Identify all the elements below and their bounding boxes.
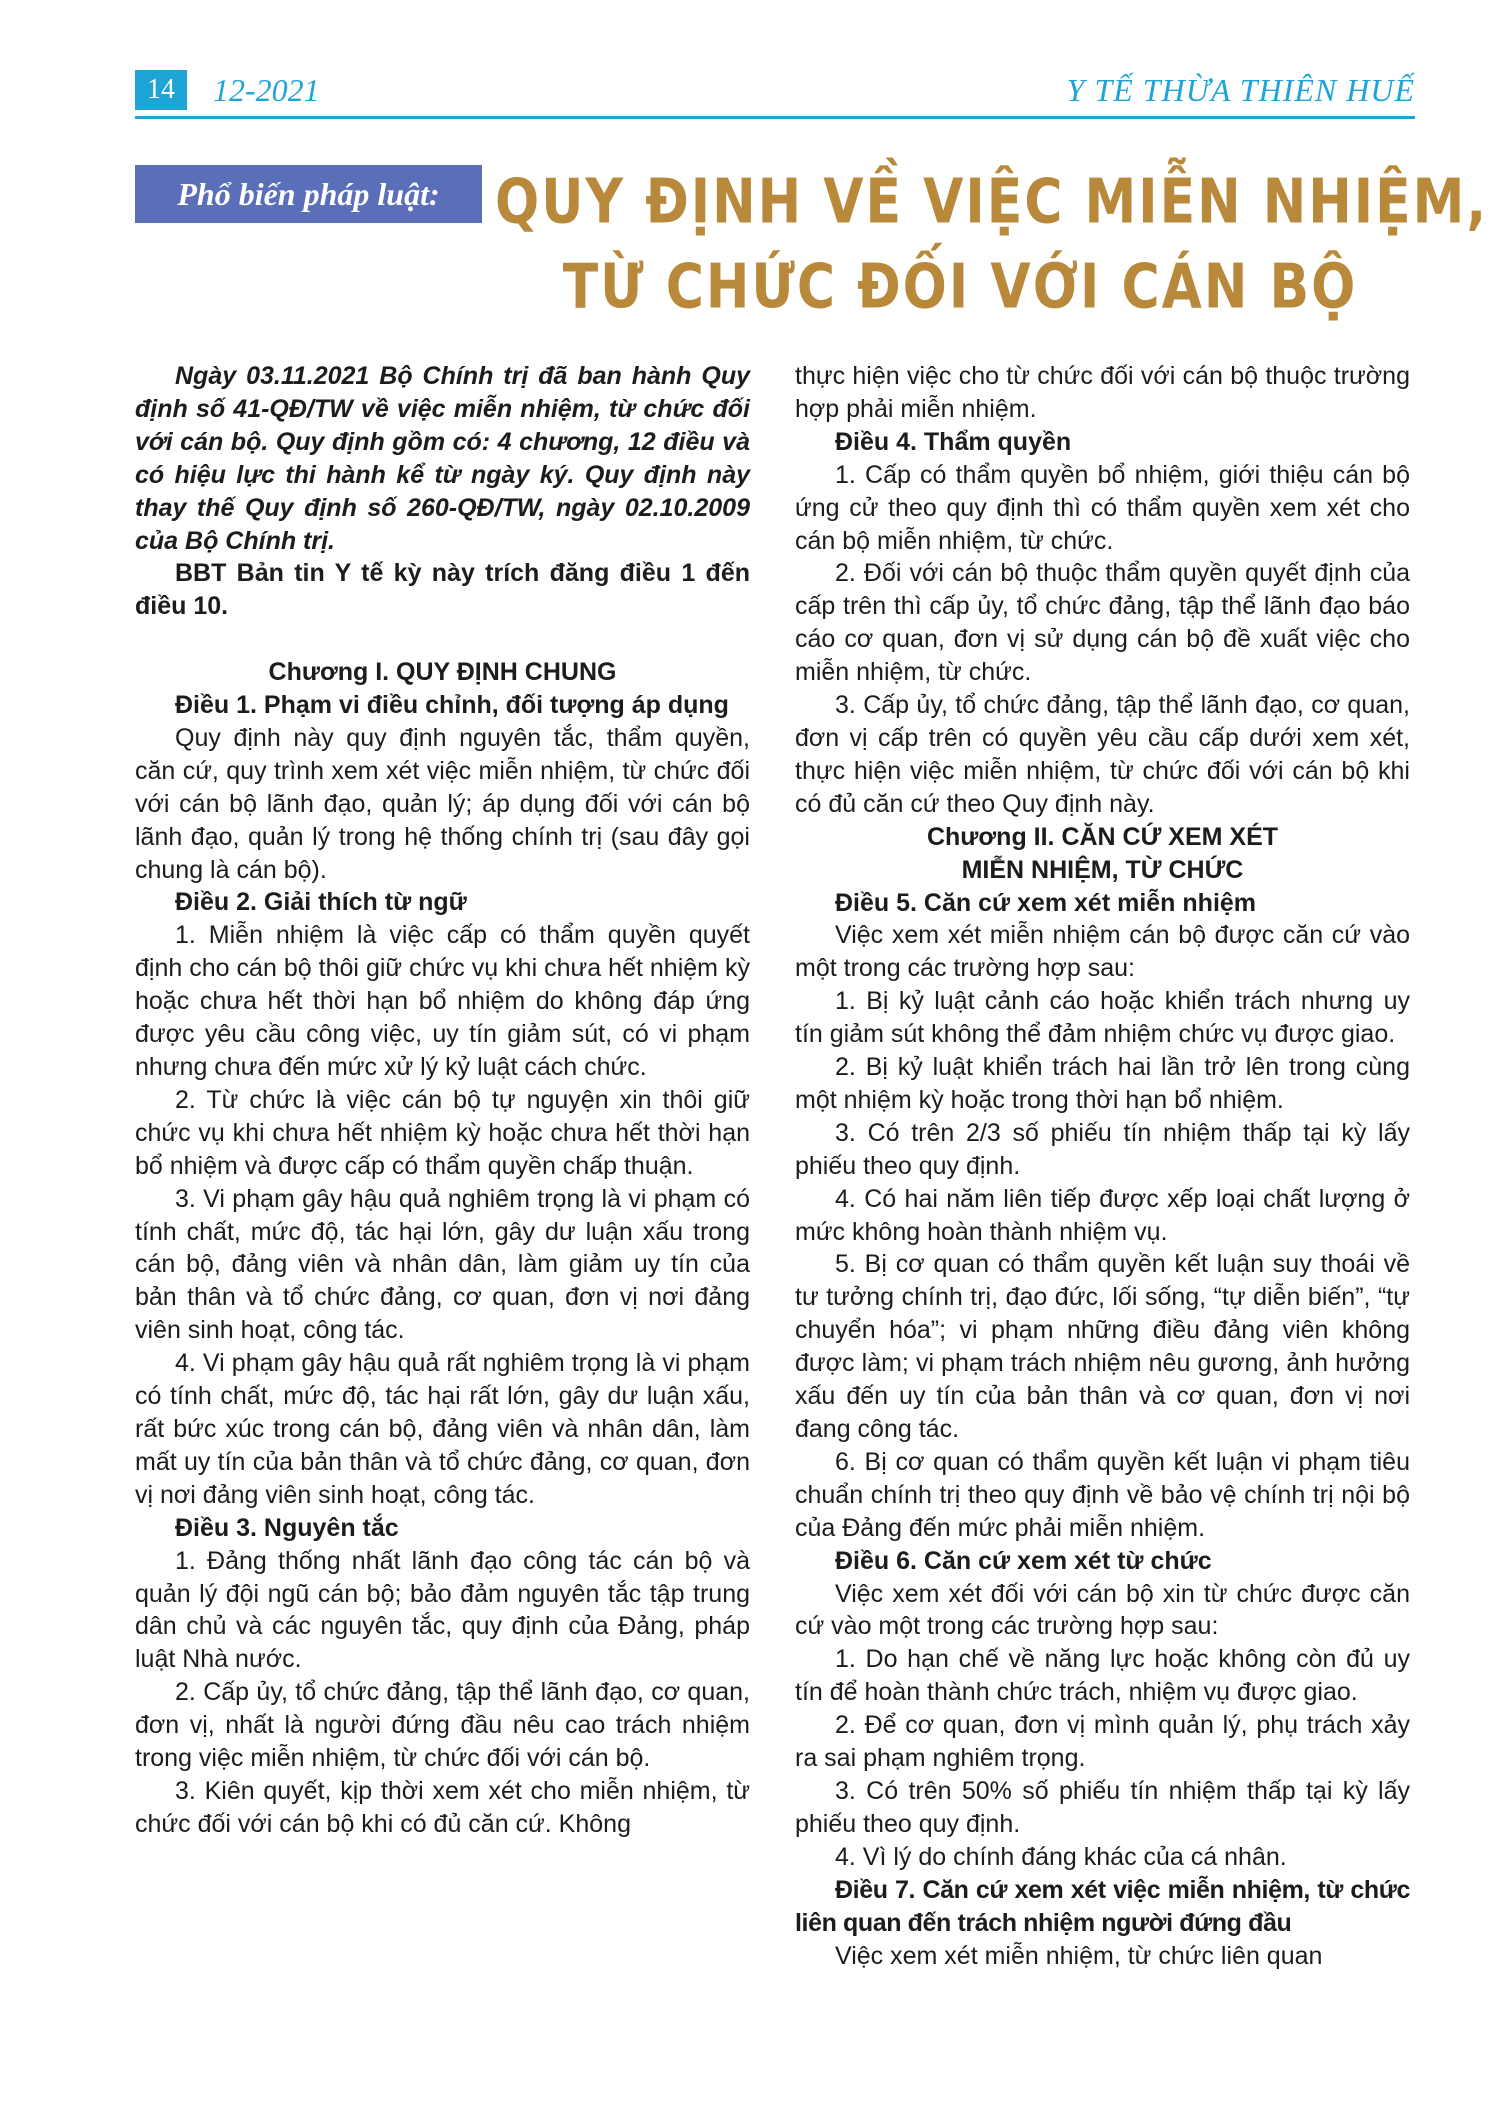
paragraph: 4. Vi phạm gây hậu quả rất nghiêm trọng là vi phạm có tính chất, mức độ, tác hại rất lớn, gây dư luận xấu, rất bức xúc trong cán bộ, đảng viên và nhân dân, làm mất uy tín của bản thân và tổ chức đảng, cơ quan, đơn vị nơi đảng viên sinh hoạt, công tác. [135,1349,750,1509]
paragraph: 2. Để cơ quan, đơn vị mình quản lý, phụ trách xảy ra sai phạm nghiêm trọng. [795,1711,1410,1773]
article-heading: Điều 4. Thẩm quyền [835,427,1072,456]
paragraph: 6. Bị cơ quan có thẩm quyền kết luận vi phạm tiêu chuẩn chính trị theo quy định về bảo vệ chính trị nội bộ của Đảng đến mức phải miễn nhiệm. [795,1447,1410,1542]
chapter-heading: Chương I. QUY ĐỊNH CHUNG [268,658,617,687]
left-column [135,360,750,1841]
article-heading: Điều 7. Căn cứ xem xét việc miễn nhiệm, từ chức liên quan đến trách nhiệm người đứng đầu [795,1875,1410,1937]
intro-paragraph: Ngày 03.11.2021 Bộ Chính trị đã ban hành Quy định số 41-QĐ/TW về việc miễn nhiệm, từ chức đối với cán bộ. Quy định gồm có: 4 chương, 12 điều và có hiệu lực thi hành kể từ ngày ký. Quy định này thay thế Quy định số 260-QĐ/TW, ngày 02.10.2009 của Bộ Chính trị. [135,362,750,555]
paragraph: 2. Cấp ủy, tổ chức đảng, tập thể lãnh đạo, cơ quan, đơn vị, nhất là người đứng đầu nêu cao trách nhiệm trong việc miễn nhiệm, từ chức đối với cán bộ. [135,1678,750,1773]
paragraph: Việc xem xét miễn nhiệm, từ chức liên quan [835,1941,1323,1970]
paragraph: 1. Miễn nhiệm là việc cấp có thẩm quyền quyết định cho cán bộ thôi giữ chức vụ khi chưa hết nhiệm kỳ hoặc chưa hết thời hạn bổ nhiệm do không đáp ứng được yêu cầu công việc, uy tín giảm sút, có vi phạm nhưng chưa đến mức xử lý kỷ luật cách chức. [135,921,750,1082]
paragraph: Việc xem xét đối với cán bộ xin từ chức được căn cứ vào một trong các trường hợp sau: [795,1579,1410,1641]
article-heading: Điều 2. Giải thích từ ngữ [175,888,467,917]
article-title [495,160,1489,330]
editor-note: BBT Bản tin Y tế kỳ này trích đăng điều 1 đến điều 10. [135,559,750,621]
header-rule [135,116,1415,119]
chapter-heading: MIỄN NHIỆM, TỪ CHỨC [961,855,1244,884]
paragraph: thực hiện việc cho từ chức đối với cán bộ thuộc trường hợp phải miễn nhiệm. [795,362,1410,423]
paragraph: 1. Do hạn chế về năng lực hoặc không còn đủ uy tín để hoàn thành chức trách, nhiệm vụ được giao. [795,1645,1410,1707]
paragraph: 4. Vì lý do chính đáng khác của cá nhân. [835,1842,1287,1871]
page-header [135,70,1415,112]
paragraph: 3. Có trên 2/3 số phiếu tín nhiệm thấp tại kỳ lấy phiếu theo quy định. [795,1118,1410,1180]
paragraph: 1. Bị kỷ luật cảnh cáo hoặc khiển trách nhưng uy tín giảm sút không thể đảm nhiệm chức vụ được giao. [795,987,1410,1049]
chapter-heading: Chương II. CĂN CỨ XEM XÉT [926,822,1279,851]
paragraph: 2. Đối với cán bộ thuộc thẩm quyền quyết định của cấp trên thì cấp ủy, tổ chức đảng, tập thể lãnh đạo báo cáo cơ quan, đơn vị sử dụng cán bộ đề xuất việc cho miễn nhiệm, từ chức. [795,559,1410,687]
right-column [795,360,1410,1972]
paragraph: 3. Cấp ủy, tổ chức đảng, tập thể lãnh đạo, cơ quan, đơn vị cấp trên có quyền yêu cầu cấp dưới xem xét, thực hiện việc miễn nhiệm, từ chức đối với cán bộ khi có đủ căn cứ theo Quy định này. [795,691,1410,818]
paragraph: 3. Kiên quyết, kịp thời xem xét cho miễn nhiệm, từ chức đối với cán bộ khi có đủ căn cứ. Không [135,1776,750,1838]
paragraph: 1. Đảng thống nhất lãnh đạo công tác cán bộ và quản lý đội ngũ cán bộ; bảo đảm nguyên tắc tập trung dân chủ và các nguyên tắc, quy định của Đảng, pháp luật Nhà nước. [135,1546,750,1674]
paragraph: 5. Bị cơ quan có thẩm quyền kết luận suy thoái về tư tưởng chính trị, đạo đức, lối sống, “tự diễn biến”, “tự chuyển hóa”; vi phạm những điều đảng viên không được làm; vi phạm trách nhiệm nêu gương, ảnh hưởng xấu đến uy tín của bản thân và cơ quan, đơn vị nơi đang công tác. [795,1250,1410,1443]
article-heading: Điều 3. Nguyên tắc [175,1513,399,1542]
issue-date: 12-2021 [213,72,320,108]
paragraph: 3. Có trên 50% số phiếu tín nhiệm thấp tại kỳ lấy phiếu theo quy định. [795,1776,1410,1838]
paragraph: 2. Bị kỷ luật khiển trách hai lần trở lên trong cùng một nhiệm kỳ hoặc trong thời hạn bổ nhiệm. [795,1053,1410,1114]
section-badge: Phổ biến pháp luật: [135,165,482,223]
paragraph: Việc xem xét miễn nhiệm cán bộ được căn cứ vào một trong các trường hợp sau: [795,921,1410,983]
paragraph: 3. Vi phạm gây hậu quả nghiêm trọng là vi phạm có tính chất, mức độ, tác hại lớn, gây dư luận xấu trong cán bộ, đảng viên và nhân dân, làm giảm uy tín của bản thân và tổ chức đảng, cơ quan, đơn vị nơi đảng viên sinh hoạt, công tác. [135,1184,750,1345]
magazine-name: Y TẾ THỪA THIÊN HUẾ [1066,72,1415,108]
title-line: TỪ CHỨC ĐỐI VỚI CÁN BỘ [562,252,1358,323]
article-heading: Điều 5. Căn cứ xem xét miễn nhiệm [835,888,1257,917]
paragraph: 4. Có hai năm liên tiếp được xếp loại chất lượng ở mức không hoàn thành nhiệm vụ. [795,1184,1410,1246]
title-line: QUY ĐỊNH VỀ VIỆC MIỄN NHIỆM, [495,167,1489,238]
paragraph: Quy định này quy định nguyên tắc, thẩm quyền, căn cứ, quy trình xem xét việc miễn nhiệm, từ chức đối với cán bộ lãnh đạo, quản lý; áp dụng đối với cán bộ lãnh đạo, quản lý trong hệ thống chính trị (sau đây gọi chung là cán bộ). [135,723,750,884]
page-number: 14 [135,70,187,110]
paragraph: 2. Từ chức là việc cán bộ tự nguyện xin thôi giữ chức vụ khi chưa hết nhiệm kỳ hoặc chưa hết thời hạn bổ nhiệm và được cấp có thẩm quyền chấp thuận. [135,1085,750,1180]
article-heading: Điều 1. Phạm vi điều chỉnh, đối tượng áp dụng [175,691,729,720]
article-heading: Điều 6. Căn cứ xem xét từ chức [835,1546,1212,1575]
paragraph: 1. Cấp có thẩm quyền bổ nhiệm, giới thiệu cán bộ ứng cử theo quy định thì có thẩm quyền xem xét cho cán bộ miễn nhiệm, từ chức. [795,460,1410,555]
